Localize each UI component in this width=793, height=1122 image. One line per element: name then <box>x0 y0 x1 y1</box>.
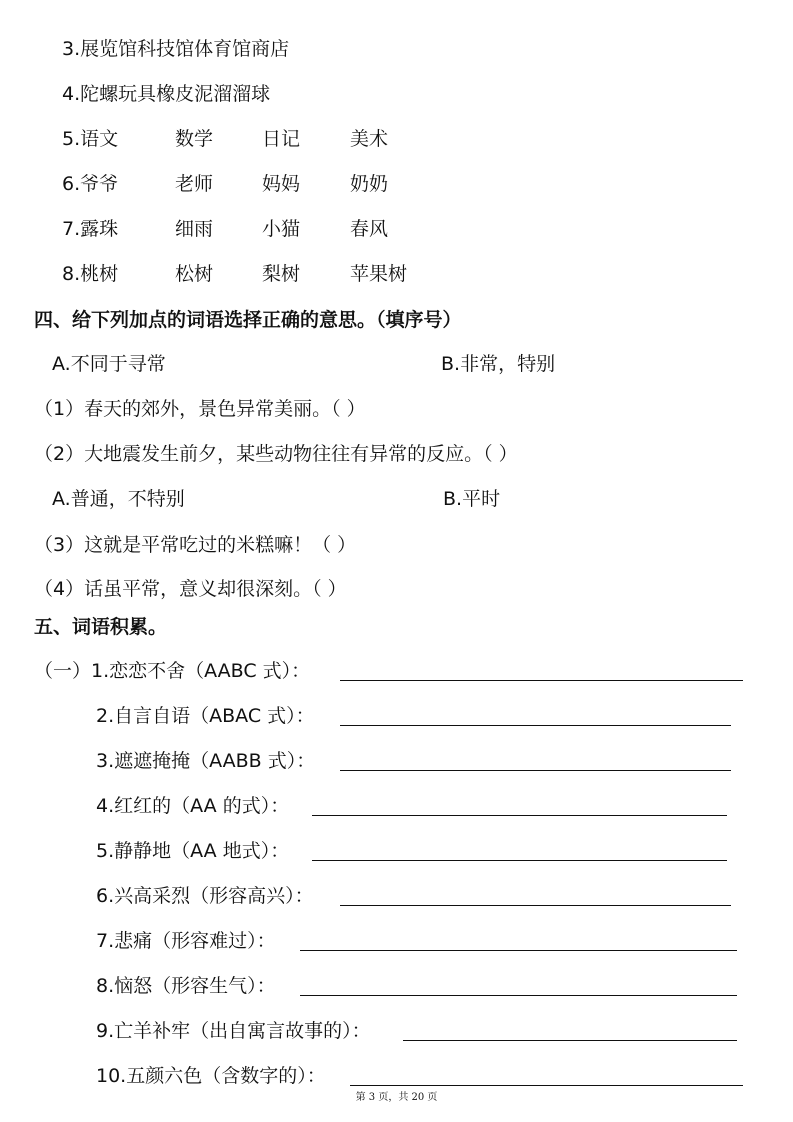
answer-blank-10[interactable] <box>350 1085 743 1086</box>
word-cell: 春风 <box>350 218 389 240</box>
question-3: （3）这就是平常吃过的米糕嘛！（ ） <box>34 534 357 556</box>
answer-blank-2[interactable] <box>340 725 731 726</box>
vocab-item-8: 8.恼怒（形容生气）： <box>96 975 276 997</box>
word-row-4: 4.陀螺玩具橡皮泥溜溜球 <box>62 83 271 105</box>
word-cell: 7.露珠 <box>62 218 119 240</box>
vocab-item-7: 7.悲痛（形容难过）： <box>96 930 276 952</box>
vocab-item-9: 9.亡羊补牢（出自寓言故事的）： <box>96 1020 371 1042</box>
question-1: （1）春天的郊外，景色异常美丽。（ ） <box>34 398 366 420</box>
option-a-2: A.普通，不特别 <box>52 488 185 510</box>
word-cell: 苹果树 <box>350 263 408 285</box>
word-cell: 小猫 <box>262 218 301 240</box>
answer-blank-4[interactable] <box>312 815 727 816</box>
vocab-item-5: 5.静静地（AA 地式）： <box>96 840 290 862</box>
question-2: （2）大地震发生前夕，某些动物往往有异常的反应。（ ） <box>34 443 518 465</box>
word-cell: 妈妈 <box>262 173 301 195</box>
word-cell: 老师 <box>175 173 214 195</box>
word-cell: 梨树 <box>262 263 301 285</box>
vocab-item-10: 10.五颜六色（含数字的）： <box>96 1065 326 1087</box>
word-cell: 细雨 <box>175 218 214 240</box>
question-4: （4）话虽平常，意义却很深刻。（ ） <box>34 578 347 600</box>
word-cell: 5.语文 <box>62 128 119 150</box>
vocab-item-3: 3.遮遮掩掩（AABB 式）： <box>96 750 316 772</box>
vocab-item-6: 6.兴高采烈（形容高兴）： <box>96 885 314 907</box>
answer-blank-9[interactable] <box>403 1040 737 1041</box>
option-b-1: B.非常，特别 <box>441 353 556 375</box>
word-cell: 美术 <box>350 128 389 150</box>
option-b-2: B.平时 <box>443 488 501 510</box>
page-number: 第 3 页，共 20 页 <box>355 1092 438 1103</box>
section-4-heading: 四、给下列加点的词语选择正确的意思。（填序号） <box>34 309 462 331</box>
word-cell: 8.桃树 <box>62 263 119 285</box>
answer-blank-6[interactable] <box>340 905 731 906</box>
vocab-item-2: 2.自言自语（ABAC 式）： <box>96 705 315 727</box>
word-cell: 松树 <box>175 263 214 285</box>
answer-blank-8[interactable] <box>300 995 737 996</box>
word-cell: 6.爷爷 <box>62 173 119 195</box>
vocab-item-4: 4.红红的（AA 的式）： <box>96 795 290 817</box>
word-row-3: 3.展览馆科技馆体育馆商店 <box>62 38 290 60</box>
section-5-heading: 五、词语积累。 <box>34 616 168 638</box>
answer-blank-7[interactable] <box>300 950 737 951</box>
option-a-1: A.不同于寻常 <box>52 353 166 375</box>
vocab-item-1: （一）1.恋恋不舍（AABC 式）： <box>34 660 311 682</box>
word-cell: 日记 <box>262 128 301 150</box>
word-cell: 数学 <box>175 128 214 150</box>
answer-blank-3[interactable] <box>340 770 731 771</box>
word-cell: 奶奶 <box>350 173 389 195</box>
answer-blank-1[interactable] <box>340 680 743 681</box>
answer-blank-5[interactable] <box>312 860 727 861</box>
